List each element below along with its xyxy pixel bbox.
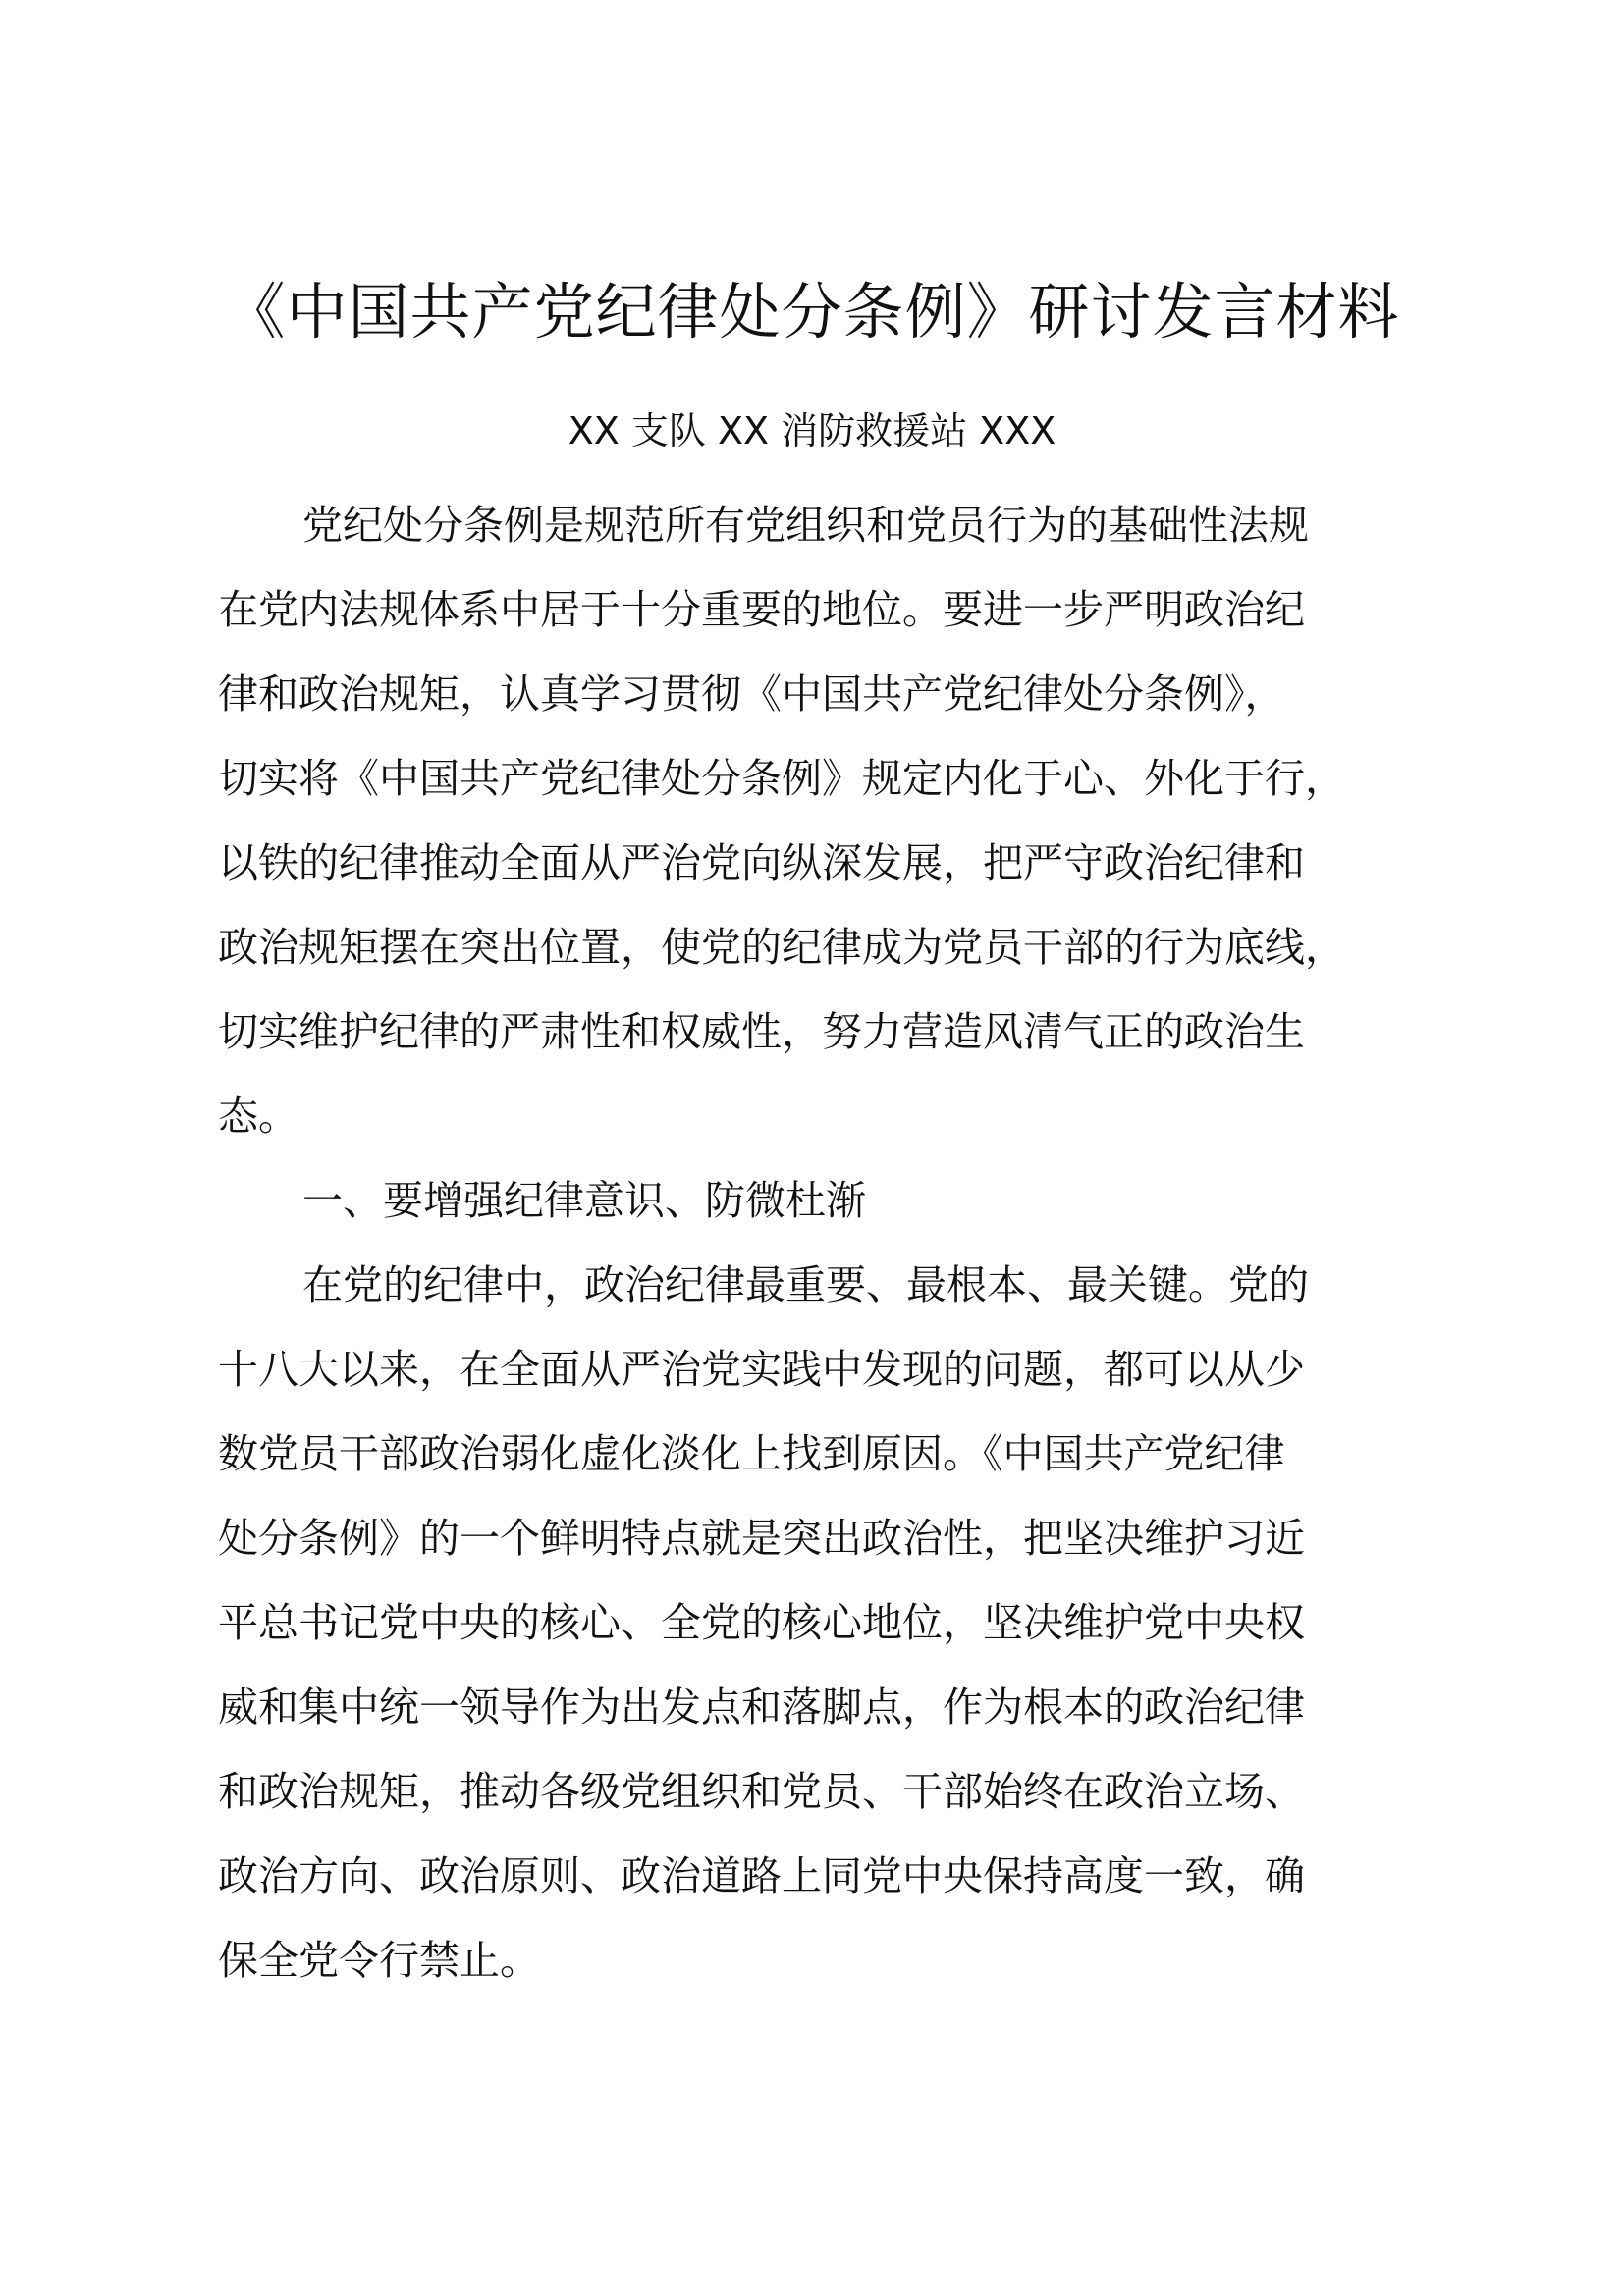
author-line: XX 支队 XX 消防救援站 XXX xyxy=(568,409,1056,453)
text-line: 以铁的纪律推动全面从严治党向纵深发展，把严守政治纪律和 xyxy=(218,839,1305,886)
text-line: 平总书记党中央的核心、全党的核心地位，坚决维护党中央权 xyxy=(218,1599,1305,1646)
paragraph-section-1 xyxy=(218,1243,1422,2002)
text-line: 政治方向、政治原则、政治道路上同党中央保持高度一致，确 xyxy=(218,1852,1305,1899)
paragraph-intro xyxy=(218,483,1422,1158)
text-line: 切实维护纪律的严肃性和权威性，努力营造风清气正的政治生 xyxy=(218,1008,1305,1055)
text-line: 和政治规矩，推动各级党组织和党员、干部始终在政治立场、 xyxy=(218,1768,1305,1815)
text-line: 在党内法规体系中居于十分重要的地位。要进一步严明政治纪 xyxy=(218,586,1305,633)
text-line: 在党的纪律中，政治纪律最重要、最根本、最关键。党的 xyxy=(302,1261,1309,1308)
text-line: 数党员干部政治弱化虚化淡化上找到原因。《中国共产党纪律 xyxy=(218,1430,1285,1477)
text-line: 处分条例》的一个鲜明特点就是突出政治性，把坚决维护习近 xyxy=(218,1515,1305,1562)
document-title: 《中国共产党纪律处分条例》研讨发言材料 xyxy=(224,276,1400,347)
text-line: 律和政治规矩，认真学习贯彻《中国共产党纪律处分条例》， xyxy=(218,670,1285,718)
text-line: 切实将《中国共产党纪律处分条例》规定内化于心、外化于行， xyxy=(218,755,1345,802)
text-line: 态。 xyxy=(218,1093,298,1140)
text-line: 威和集中统一领导作为出发点和落脚点，作为根本的政治纪律 xyxy=(218,1683,1305,1731)
text-line: 党纪处分条例是规范所有党组织和党员行为的基础性法规 xyxy=(302,502,1309,549)
document-body xyxy=(218,483,1422,2002)
text-line: 保全党令行禁止。 xyxy=(218,1937,540,1984)
text-line: 政治规矩摆在突出位置，使党的纪律成为党员干部的行为底线， xyxy=(218,924,1345,971)
section-heading xyxy=(218,1158,1422,1243)
text-line: 十八大以来，在全面从严治党实践中发现的问题，都可以从少 xyxy=(218,1346,1305,1393)
heading-line: 一、要增强纪律意识、防微杜渐 xyxy=(302,1177,866,1224)
